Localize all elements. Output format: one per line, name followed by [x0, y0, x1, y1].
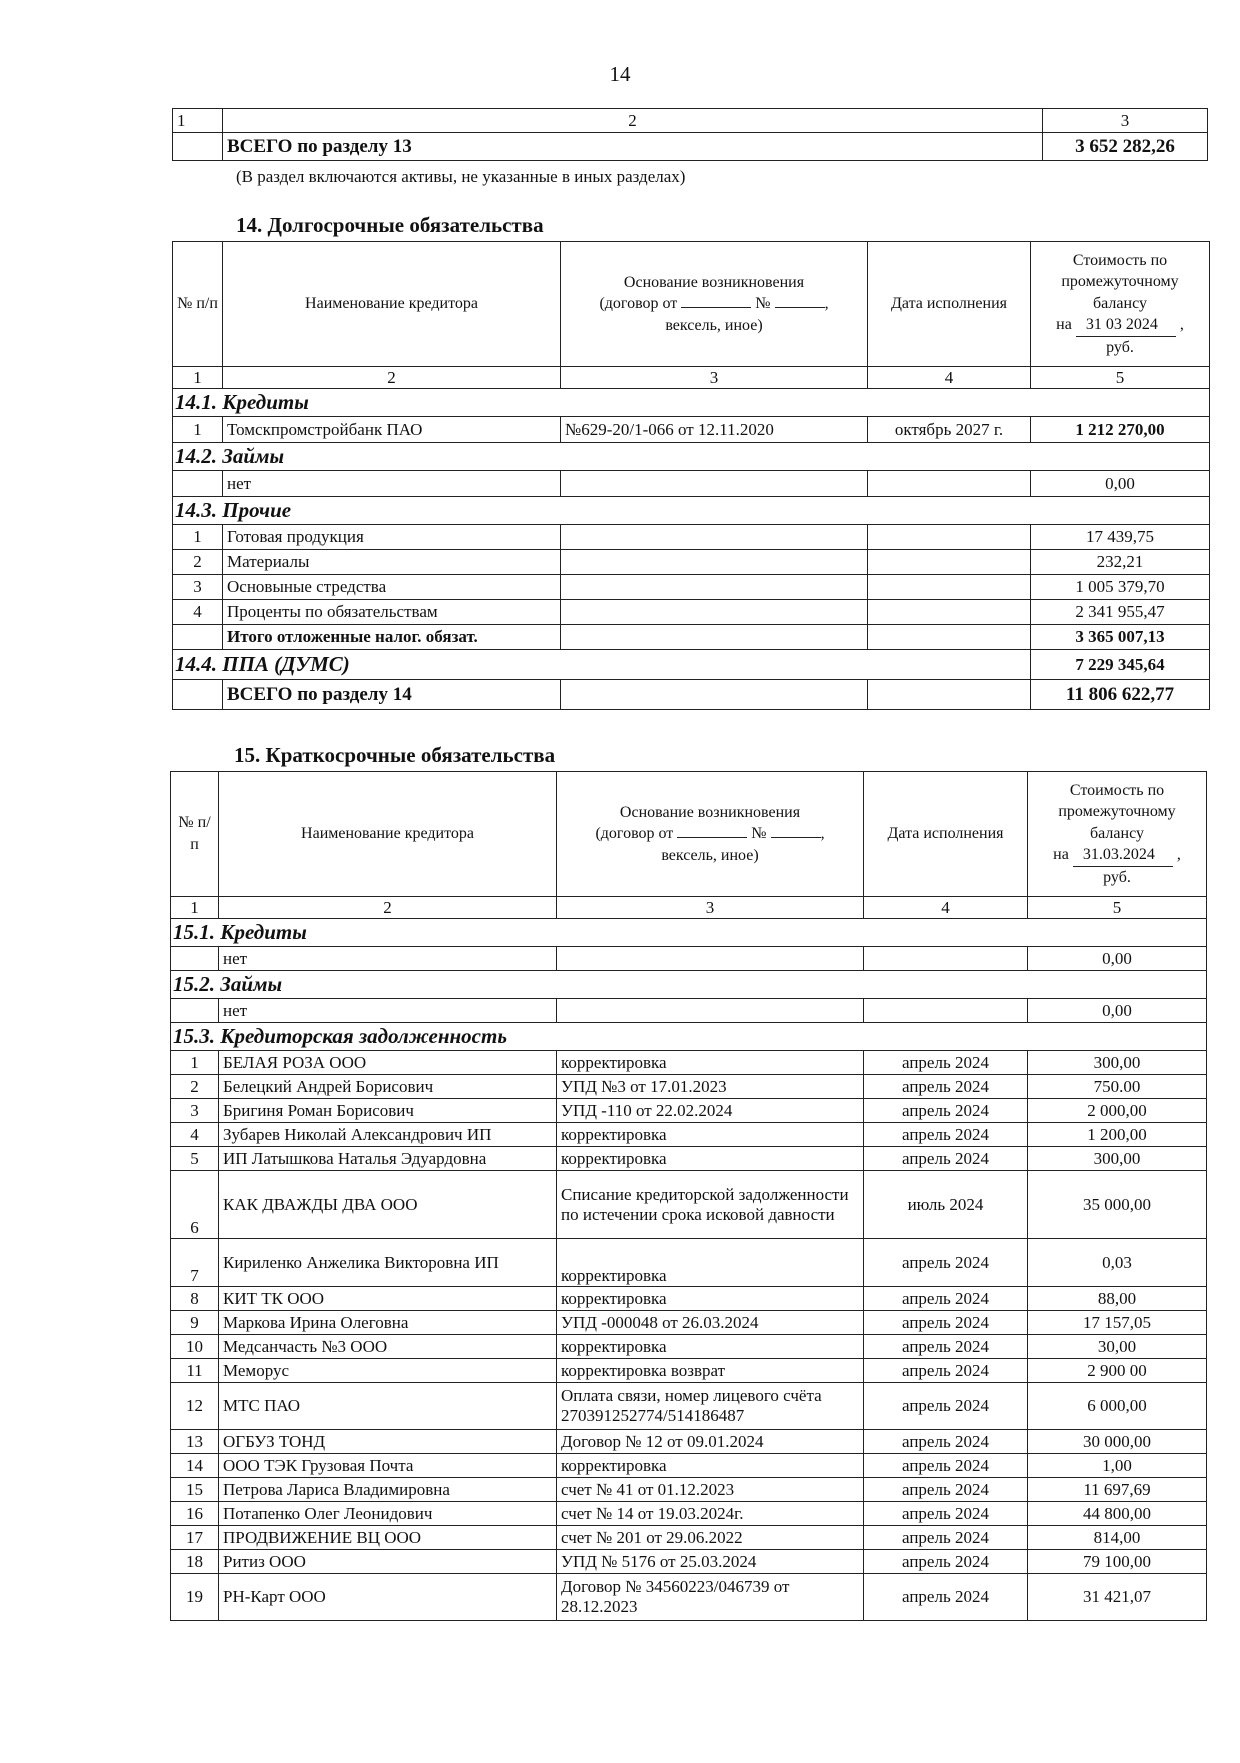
header-basis: Основание возникновения (договор от № , вексель, иное) [561, 242, 868, 367]
basis-text: корректировка [557, 1287, 864, 1311]
subsection-header: 15.1. Кредиты [171, 919, 1207, 947]
table-row: нет 0,00 [171, 999, 1207, 1023]
creditor-name: Петрова Лариса Владимировна [219, 1478, 557, 1502]
table-row [171, 1075, 1207, 1099]
basis-text: корректировка [557, 1051, 864, 1075]
basis-text: УПД -000048 от 26.03.2024 [557, 1311, 864, 1335]
row-number: 11 [171, 1359, 219, 1383]
table-row [171, 1502, 1207, 1526]
section13-total-row [173, 133, 1208, 161]
section14-table [172, 241, 1210, 710]
due-date: июль 2024 [864, 1171, 1028, 1239]
table-row [171, 1123, 1207, 1147]
table-row: 1 Томскпромстройбанк ПАО №629-20/1-066 от 12.11.2020 октябрь 2027 г. 1 212 270,00 [173, 417, 1210, 443]
row-number: 2 [171, 1075, 219, 1099]
creditor-name: РН-Карт ООО [219, 1574, 557, 1621]
table-row: нет 0,00 [173, 471, 1210, 497]
table-row [171, 1526, 1207, 1550]
header-num: № п/п [171, 772, 219, 897]
row-number: 15 [171, 1478, 219, 1502]
basis-text: корректировка [557, 1335, 864, 1359]
col-number: 3 [1043, 109, 1208, 133]
row-number: 16 [171, 1502, 219, 1526]
column-numbers-row [173, 109, 1208, 133]
header-num: № п/п [173, 242, 223, 367]
row-number: 9 [171, 1311, 219, 1335]
table-row [171, 1335, 1207, 1359]
creditor-name: Меморус [219, 1359, 557, 1383]
due-date: апрель 2024 [864, 1075, 1028, 1099]
section15-title: 15. Краткосрочные обязательства [234, 743, 556, 767]
due-date: апрель 2024 [864, 1051, 1028, 1075]
header-creditor: Наименование кредитора [219, 772, 557, 897]
due-date: апрель 2024 [864, 1478, 1028, 1502]
amount: 0,03 [1028, 1239, 1207, 1287]
table-row [171, 1147, 1207, 1171]
table-row [171, 1478, 1207, 1502]
amount: 88,00 [1028, 1287, 1207, 1311]
row-number: 7 [171, 1239, 219, 1287]
due-date: апрель 2024 [864, 1502, 1028, 1526]
basis-text: УПД №3 от 17.01.2023 [557, 1075, 864, 1099]
basis-text: Договор № 34560223/046739 от 28.12.2023 [557, 1574, 864, 1621]
row-number: 6 [171, 1171, 219, 1239]
column-numbers-row: 1 2 3 4 5 [171, 897, 1207, 919]
table-row [171, 1550, 1207, 1574]
table-row [171, 1430, 1207, 1454]
table-row [171, 1239, 1207, 1287]
table-row [171, 1171, 1207, 1239]
basis-text: УПД № 5176 от 25.03.2024 [557, 1550, 864, 1574]
subsection-header: 15.3. Кредиторская задолженность [171, 1023, 1207, 1051]
header-creditor: Наименование кредитора [223, 242, 561, 367]
total-value: 3 652 282,26 [1043, 133, 1208, 161]
due-date: апрель 2024 [864, 1359, 1028, 1383]
creditor-name: КАК ДВАЖДЫ ДВА ООО [219, 1171, 557, 1239]
amount: 814,00 [1028, 1526, 1207, 1550]
table-row [171, 1099, 1207, 1123]
table-row [171, 1311, 1207, 1335]
subsection-header: 14.2. Займы [173, 443, 1210, 471]
amount: 11 697,69 [1028, 1478, 1207, 1502]
table-row: нет 0,00 [171, 947, 1207, 971]
table-row: 3 Основыные стредства 1 005 379,70 [173, 575, 1210, 600]
basis-text: счет № 14 от 19.03.2024г. [557, 1502, 864, 1526]
row-number: 8 [171, 1287, 219, 1311]
row-number: 19 [171, 1574, 219, 1621]
due-date: апрель 2024 [864, 1383, 1028, 1430]
basis-text: Оплата связи, номер лицевого счёта 270391252774/514186487 [557, 1383, 864, 1430]
due-date: апрель 2024 [864, 1311, 1028, 1335]
balance-date: 31 03 2024 [1076, 314, 1176, 337]
subsection-ppa-row: 14.4. ППА (ДУМС) 7 229 345,64 [173, 650, 1210, 680]
payables-rows [171, 1051, 1207, 1621]
creditor-name: БЕЛАЯ РОЗА ООО [219, 1051, 557, 1075]
creditor-name: Потапенко Олег Леонидович [219, 1502, 557, 1526]
row-number: 17 [171, 1526, 219, 1550]
due-date: апрель 2024 [864, 1287, 1028, 1311]
basis-text: Договор № 12 от 09.01.2024 [557, 1430, 864, 1454]
row-number: 12 [171, 1383, 219, 1430]
section14-total-row: ВСЕГО по разделу 14 11 806 622,77 [173, 680, 1210, 710]
due-date: апрель 2024 [864, 1550, 1028, 1574]
amount: 750.00 [1028, 1075, 1207, 1099]
header-basis: Основание возникновения (договор от № , вексель, иное) [557, 772, 864, 897]
subsection-header: 14.3. Прочие [173, 497, 1210, 525]
row-number: 18 [171, 1550, 219, 1574]
subtotal-row: Итого отложенные налог. обязат. 3 365 007,13 [173, 625, 1210, 650]
table-header-row [171, 772, 1207, 897]
row-number: 4 [171, 1123, 219, 1147]
due-date: апрель 2024 [864, 1430, 1028, 1454]
basis-text: корректировка [557, 1123, 864, 1147]
subsection-header: 14.1. Кредиты [173, 389, 1210, 417]
basis-text: счет № 41 от 01.12.2023 [557, 1478, 864, 1502]
basis-text: корректировка [557, 1454, 864, 1478]
amount: 79 100,00 [1028, 1550, 1207, 1574]
creditor-name: Зубарев Николай Александрович ИП [219, 1123, 557, 1147]
basis-text: корректировка возврат [557, 1359, 864, 1383]
creditor-name: ПРОДВИЖЕНИЕ ВЦ ООО [219, 1526, 557, 1550]
basis-text: счет № 201 от 29.06.2022 [557, 1526, 864, 1550]
section15-table [170, 771, 1207, 1621]
page-number: 14 [609, 62, 631, 86]
basis-text: УПД -110 от 22.02.2024 [557, 1099, 864, 1123]
due-date: апрель 2024 [864, 1454, 1028, 1478]
due-date: апрель 2024 [864, 1123, 1028, 1147]
amount: 31 421,07 [1028, 1574, 1207, 1621]
amount: 35 000,00 [1028, 1171, 1207, 1239]
row-number: 10 [171, 1335, 219, 1359]
header-value: Стоимость по промежуточному балансу на 31 03 2024 , руб. [1031, 242, 1210, 367]
table-row [171, 1383, 1207, 1430]
balance-date: 31.03.2024 [1073, 844, 1173, 867]
amount: 2 900 00 [1028, 1359, 1207, 1383]
amount: 300,00 [1028, 1051, 1207, 1075]
basis-text: Списание кредиторской задолженности по истечении срока исковой давности [557, 1171, 864, 1239]
due-date: апрель 2024 [864, 1526, 1028, 1550]
table-row: 1 Готовая продукция 17 439,75 [173, 525, 1210, 550]
total-label: ВСЕГО по разделу 13 [223, 133, 1043, 161]
col-number: 1 [173, 109, 223, 133]
creditor-name: Кириленко Анжелика Викторовна ИП [219, 1239, 557, 1287]
creditor-name: Белецкий Андрей Борисович [219, 1075, 557, 1099]
table-row: 4 Проценты по обязательствам 2 341 955,47 [173, 600, 1210, 625]
section14-title: 14. Долгосрочные обязательства [236, 213, 544, 237]
row-number: 3 [171, 1099, 219, 1123]
header-date: Дата исполнения [868, 242, 1031, 367]
due-date: апрель 2024 [864, 1239, 1028, 1287]
amount: 1,00 [1028, 1454, 1207, 1478]
row-number: 1 [171, 1051, 219, 1075]
table-header-row [173, 242, 1210, 367]
table-row [171, 1359, 1207, 1383]
amount: 2 000,00 [1028, 1099, 1207, 1123]
section13-note: (В раздел включаются активы, не указанные в иных разделах) [236, 167, 686, 186]
table-row [171, 1454, 1207, 1478]
creditor-name: Ритиз ООО [219, 1550, 557, 1574]
creditor-name: Бригиня Роман Борисович [219, 1099, 557, 1123]
due-date: апрель 2024 [864, 1574, 1028, 1621]
creditor-name: КИТ ТК ООО [219, 1287, 557, 1311]
creditor-name: Маркова Ирина Олеговна [219, 1311, 557, 1335]
due-date: апрель 2024 [864, 1147, 1028, 1171]
row-number: 5 [171, 1147, 219, 1171]
table-row: 2 Материалы 232,21 [173, 550, 1210, 575]
amount: 1 200,00 [1028, 1123, 1207, 1147]
section13-total-table [172, 108, 1208, 161]
creditor-name: МТС ПАО [219, 1383, 557, 1430]
creditor-name: Медсанчасть №3 ООО [219, 1335, 557, 1359]
creditor-name: ОГБУЗ ТОНД [219, 1430, 557, 1454]
due-date: апрель 2024 [864, 1335, 1028, 1359]
header-value: Стоимость по промежуточному балансу на 31.03.2024 , руб. [1028, 772, 1207, 897]
column-numbers-row: 1 2 3 4 5 [173, 367, 1210, 389]
amount: 30 000,00 [1028, 1430, 1207, 1454]
row-number: 14 [171, 1454, 219, 1478]
table-row [171, 1051, 1207, 1075]
creditor-name: ООО ТЭК Грузовая Почта [219, 1454, 557, 1478]
basis-text: корректировка [557, 1239, 864, 1287]
basis-text: корректировка [557, 1147, 864, 1171]
subsection-header: 15.2. Займы [171, 971, 1207, 999]
col-number: 2 [223, 109, 1043, 133]
row-number: 13 [171, 1430, 219, 1454]
table-row [171, 1574, 1207, 1621]
amount: 17 157,05 [1028, 1311, 1207, 1335]
creditor-name: ИП Латышкова Наталья Эдуардовна [219, 1147, 557, 1171]
amount: 30,00 [1028, 1335, 1207, 1359]
amount: 44 800,00 [1028, 1502, 1207, 1526]
amount: 300,00 [1028, 1147, 1207, 1171]
table-row [171, 1287, 1207, 1311]
header-date: Дата исполнения [864, 772, 1028, 897]
amount: 6 000,00 [1028, 1383, 1207, 1430]
due-date: апрель 2024 [864, 1099, 1028, 1123]
